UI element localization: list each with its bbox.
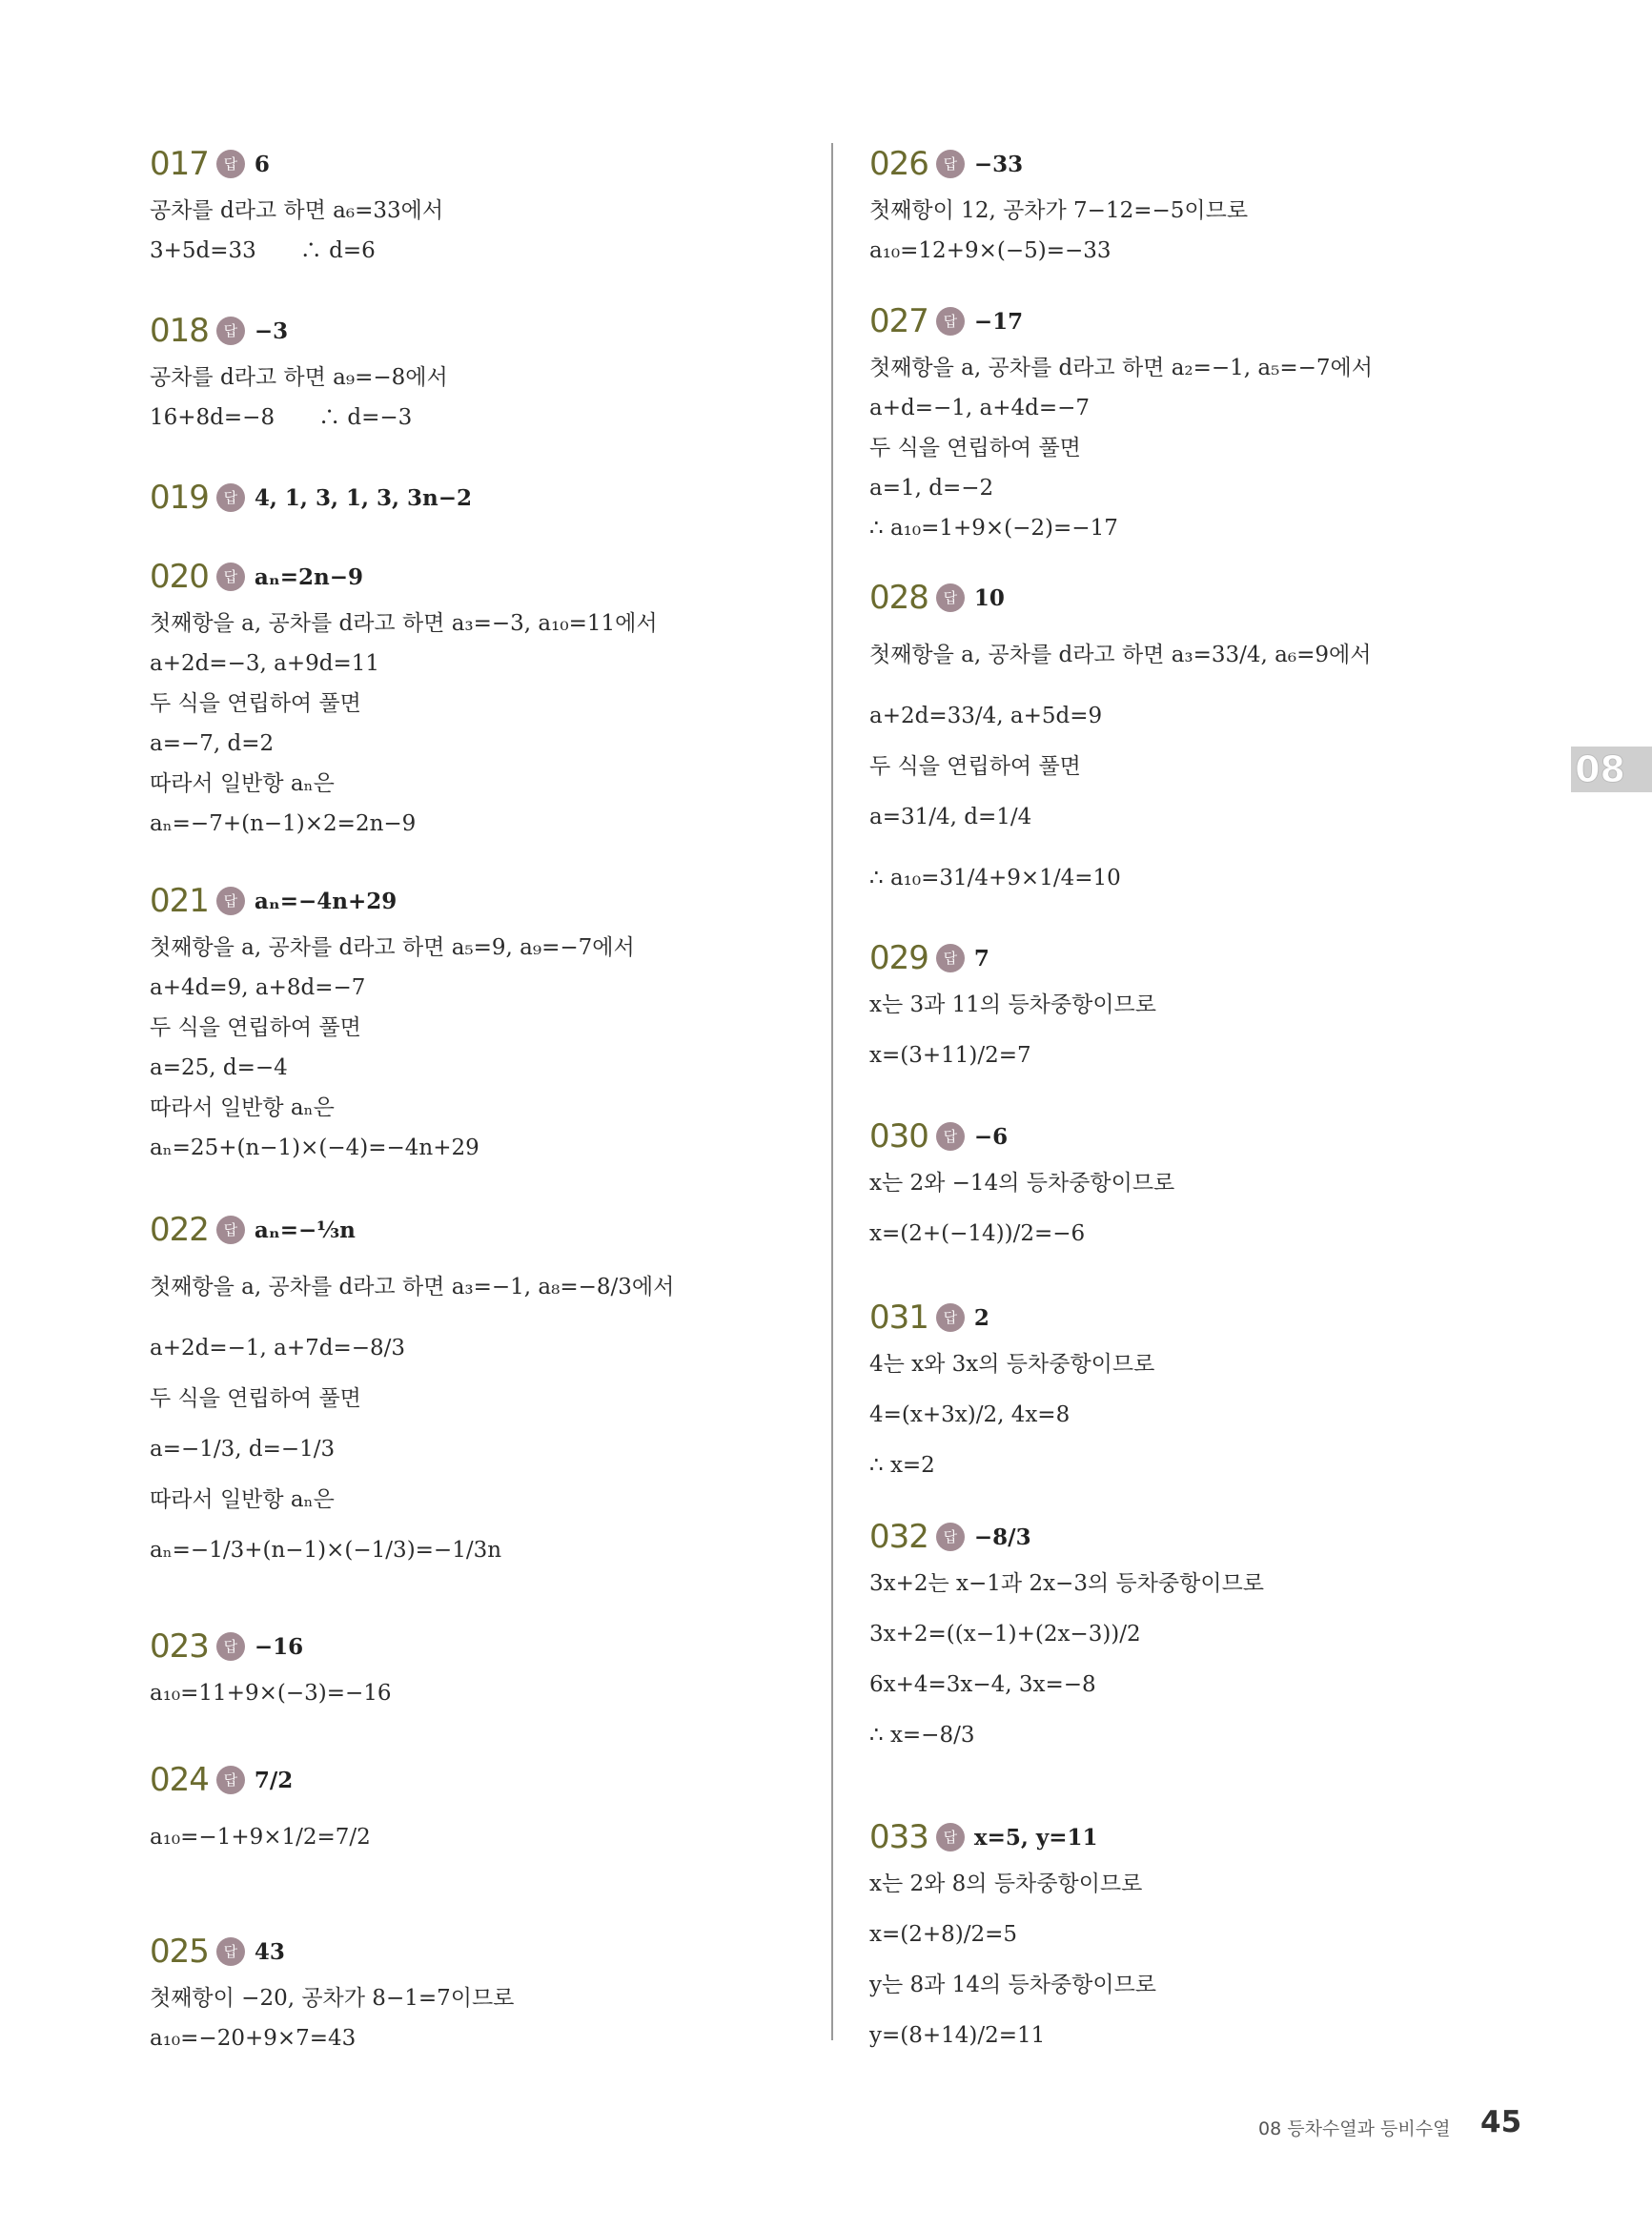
answer-badge: 답 (936, 1823, 965, 1852)
solution-line: y=(8+14)/2=11 (869, 2023, 1046, 2048)
solution-line: 4는 x와 3x의 등차중항이므로 (869, 1352, 1155, 1377)
solution-line: a₁₀=11+9×(−3)=−16 (150, 1681, 392, 1706)
chapter-side-number: 08 (1575, 748, 1625, 790)
solution-line: x=(2+(−14))/2=−6 (869, 1221, 1086, 1246)
problem-number: 031 (869, 1299, 928, 1337)
solution-line: 공차를 d라고 하면 a₉=−8에서 (150, 365, 448, 390)
solution-line: x=(2+8)/2=5 (869, 1922, 1018, 1947)
problem-032 (869, 1516, 1537, 1766)
solution-line: x는 2와 8의 등차중항이므로 (869, 1872, 1143, 1896)
problem-number: 024 (150, 1761, 209, 1799)
column-divider (831, 143, 833, 2040)
solution-block (869, 1564, 1537, 1766)
solution-line: a+d=−1, a+4d=−7 (869, 396, 1091, 420)
solution-block (150, 358, 817, 438)
problem-025 (150, 1931, 817, 2058)
problem-020 (150, 556, 817, 844)
problem-header (150, 1626, 817, 1667)
problem-header (150, 1209, 817, 1251)
problem-030 (869, 1115, 1537, 1264)
solution-line: x는 2와 −14의 등차중항이므로 (869, 1171, 1175, 1196)
solution-line: a=25, d=−4 (150, 1055, 288, 1080)
solution-line: ∴ a₁₀=31/4+9×1/4=10 (869, 866, 1121, 890)
solution-line: aₙ=−1/3+(n−1)×(−1/3)=−1/3n (150, 1538, 502, 1563)
answer-badge: 답 (216, 1632, 245, 1661)
problem-033 (869, 1816, 1537, 2066)
solution-block (150, 1673, 817, 1713)
problem-header (150, 1759, 817, 1801)
solution-line: 따라서 일반항 aₙ은 (150, 1487, 335, 1512)
answer-badge: 답 (216, 563, 245, 591)
problem-header (150, 310, 817, 352)
answer-value: −17 (973, 308, 1024, 335)
solution-line: ∴ x=−8/3 (869, 1723, 975, 1748)
solution-line: 첫째항을 a, 공차를 d라고 하면 a₂=−1, a₅=−7에서 (869, 356, 1373, 380)
answer-value: −6 (973, 1123, 1009, 1150)
solution-line: a=1, d=−2 (869, 476, 994, 501)
problem-number: 025 (150, 1933, 209, 1971)
solution-line: 두 식을 연립하여 풀면 (150, 1386, 361, 1411)
problem-019 (150, 477, 817, 524)
problem-header (869, 143, 1537, 185)
answer-value: 6 (254, 151, 270, 177)
solution-block (150, 928, 817, 1168)
solution-line: 4=(x+3x)/2, 4x=8 (869, 1402, 1071, 1427)
solution-block (150, 1978, 817, 2058)
answer-badge: 답 (936, 944, 965, 972)
solution-line: ∴ x=2 (869, 1453, 935, 1478)
answer-value: −8/3 (973, 1524, 1031, 1550)
problem-number: 029 (869, 939, 928, 977)
solution-line: a₁₀=−20+9×7=43 (150, 2026, 357, 2051)
solution-line: 첫째항이 12, 공차가 7−12=−5이므로 (869, 198, 1249, 223)
solution-line: 두 식을 연립하여 풀면 (869, 754, 1081, 779)
answer-value: 4, 1, 3, 1, 3, 3n−2 (254, 484, 472, 511)
problem-number: 033 (869, 1818, 928, 1856)
solution-line: 따라서 일반항 aₙ은 (150, 1095, 335, 1120)
solution-block (150, 1257, 817, 1581)
solution-line: a=31/4, d=1/4 (869, 805, 1032, 829)
problem-number: 030 (869, 1117, 928, 1156)
answer-value: −33 (973, 151, 1024, 177)
solution-line: x는 3과 11의 등차중항이므로 (869, 992, 1156, 1017)
solution-line: a+2d=33/4, a+5d=9 (869, 704, 1103, 728)
solution-line: ∴ a₁₀=1+9×(−2)=−17 (869, 516, 1118, 541)
problem-number: 022 (150, 1211, 209, 1249)
answer-value: aₙ=−4n+29 (254, 888, 398, 914)
problem-number: 032 (869, 1518, 928, 1556)
solution-line: a₁₀=−1+9×1/2=7/2 (150, 1825, 371, 1850)
problem-number: 019 (150, 479, 209, 517)
solution-line: a+4d=9, a+8d=−7 (150, 975, 366, 1000)
footer-chapter-title: 08 등차수열과 등비수열 (1258, 2118, 1451, 2139)
answer-badge: 답 (936, 307, 965, 336)
problem-027 (869, 300, 1537, 548)
answer-badge: 답 (216, 483, 245, 512)
solution-block (869, 985, 1537, 1086)
solution-line: 3x+2=((x−1)+(2x−3))/2 (869, 1622, 1141, 1647)
solution-block (869, 1864, 1537, 2066)
solution-block (869, 624, 1537, 909)
solution-line: 첫째항을 a, 공차를 d라고 하면 a₃=−1, a₈=−8/3에서 (150, 1275, 675, 1299)
solution-line: 두 식을 연립하여 풀면 (869, 436, 1081, 460)
problem-header (150, 477, 817, 519)
solution-line: 첫째항을 a, 공차를 d라고 하면 a₃=33/4, a₆=9에서 (869, 643, 1372, 667)
problem-header (150, 880, 817, 922)
solution-line: 따라서 일반항 aₙ은 (150, 771, 335, 796)
solution-line: 공차를 d라고 하면 a₆=33에서 (150, 198, 444, 223)
problem-header (869, 1115, 1537, 1157)
problem-017 (150, 143, 817, 271)
solution-line: a+2d=−1, a+7d=−8/3 (150, 1336, 406, 1361)
problem-header (869, 1516, 1537, 1558)
solution-line: x=(3+11)/2=7 (869, 1043, 1031, 1068)
page-number: 45 (1480, 2105, 1522, 2139)
answer-badge: 답 (216, 887, 245, 915)
problem-header (869, 1297, 1537, 1339)
answer-badge: 답 (216, 150, 245, 178)
answer-value: −16 (254, 1633, 304, 1660)
answer-badge: 답 (936, 1122, 965, 1151)
answer-badge: 답 (936, 1303, 965, 1332)
problem-023 (150, 1626, 817, 1713)
problem-number: 027 (869, 302, 928, 340)
solution-line: 3x+2는 x−1과 2x−3의 등차중항이므로 (869, 1571, 1265, 1596)
answer-badge: 답 (216, 1766, 245, 1794)
solution-block (869, 1163, 1537, 1264)
solution-line: a=−1/3, d=−1/3 (150, 1437, 336, 1462)
answer-value: 2 (973, 1304, 989, 1331)
answer-value: −3 (254, 317, 289, 344)
solution-line: aₙ=−7+(n−1)×2=2n−9 (150, 811, 417, 836)
solution-block (869, 1344, 1537, 1485)
problem-029 (869, 937, 1537, 1086)
problem-number: 021 (150, 882, 209, 920)
problem-031 (869, 1297, 1537, 1485)
answer-value: aₙ=−⅓n (254, 1217, 356, 1243)
solution-line: 두 식을 연립하여 풀면 (150, 1015, 361, 1040)
solution-block (150, 1807, 817, 1868)
answer-badge: 답 (936, 583, 965, 612)
solution-line: 3+5d=33 ∴ d=6 (150, 238, 376, 263)
solution-block (150, 191, 817, 271)
solution-block (869, 191, 1537, 271)
solution-line: a₁₀=12+9×(−5)=−33 (869, 238, 1112, 263)
solution-line: 첫째항을 a, 공차를 d라고 하면 a₅=9, a₉=−7에서 (150, 935, 635, 960)
problem-024 (150, 1759, 817, 1868)
problem-028 (869, 577, 1537, 909)
problem-header (869, 937, 1537, 979)
problem-number: 018 (150, 312, 209, 350)
solution-line: aₙ=25+(n−1)×(−4)=−4n+29 (150, 1135, 479, 1160)
solution-line: 첫째항이 −20, 공차가 8−1=7이므로 (150, 1986, 515, 2011)
problem-number: 020 (150, 558, 209, 596)
problem-number: 023 (150, 1627, 209, 1666)
problem-number: 028 (869, 579, 928, 617)
answer-badge: 답 (936, 1523, 965, 1551)
problem-header (150, 143, 817, 185)
solution-line: a+2d=−3, a+9d=11 (150, 651, 380, 676)
answer-value: 7 (973, 945, 989, 972)
problem-026 (869, 143, 1537, 271)
problem-header (869, 300, 1537, 342)
answer-value: x=5, y=11 (973, 1824, 1098, 1851)
answer-badge: 답 (216, 1937, 245, 1966)
solution-block (150, 604, 817, 844)
problem-header (150, 1931, 817, 1973)
answer-value: 43 (254, 1938, 285, 1965)
problem-header (869, 577, 1537, 619)
problem-021 (150, 880, 817, 1168)
problem-022 (150, 1209, 817, 1581)
problem-header (150, 556, 817, 598)
solution-block (869, 348, 1537, 548)
solution-line: 16+8d=−8 ∴ d=−3 (150, 405, 413, 430)
solution-line: y는 8과 14의 등차중항이므로 (869, 1973, 1157, 1997)
solution-line: 6x+4=3x−4, 3x=−8 (869, 1672, 1096, 1697)
solution-line: 첫째항을 a, 공차를 d라고 하면 a₃=−3, a₁₀=11에서 (150, 611, 658, 636)
problem-number: 017 (150, 145, 209, 183)
solution-line: 두 식을 연립하여 풀면 (150, 691, 361, 716)
solution-line: a=−7, d=2 (150, 731, 275, 756)
problem-018 (150, 310, 817, 438)
answer-value: 7/2 (254, 1767, 294, 1793)
problem-number: 026 (869, 145, 928, 183)
problem-header (869, 1816, 1537, 1858)
answer-badge: 답 (936, 150, 965, 178)
answer-badge: 답 (216, 1216, 245, 1244)
answer-badge: 답 (216, 317, 245, 345)
answer-value: aₙ=2n−9 (254, 563, 364, 590)
answer-value: 10 (973, 584, 1005, 611)
